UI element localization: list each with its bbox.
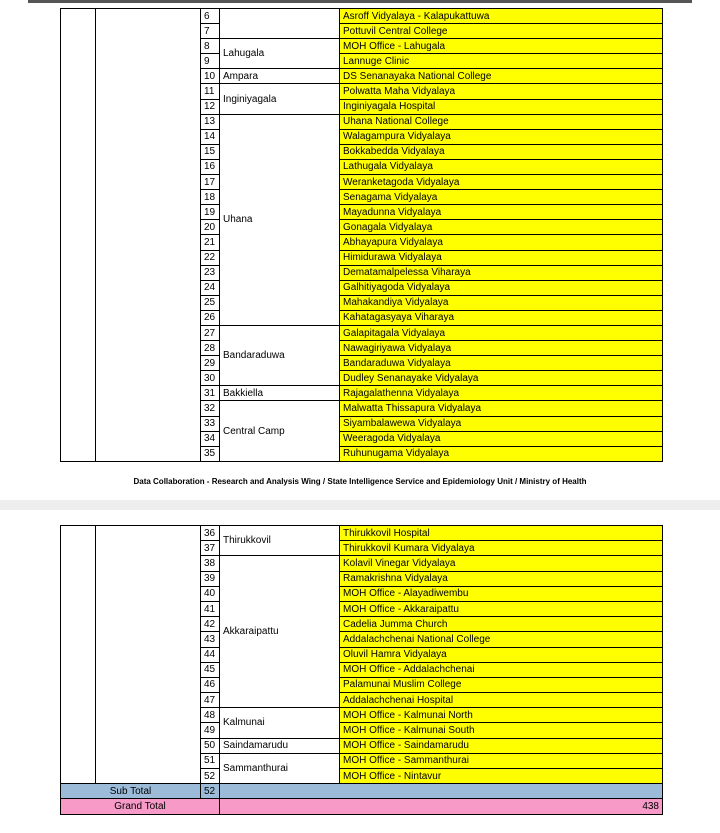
facility-cell: Palamunai Muslim College xyxy=(340,677,663,692)
facility-cell: Polwatta Maha Vidyalaya xyxy=(340,84,663,99)
facility-cell: Inginiyagala Hospital xyxy=(340,99,663,114)
row-number-cell: 33 xyxy=(201,416,220,431)
facility-cell: Addalachchenai Hospital xyxy=(340,693,663,708)
facility-cell: MOH Office - Nintavur xyxy=(340,769,663,784)
facility-cell: Asroff Vidyalaya - Kalapukattuwa xyxy=(340,9,663,24)
facility-cell: MOH Office - Kalmunai South xyxy=(340,723,663,738)
page-footer: Data Collaboration - Research and Analysis Wing / State Intelligence Service and Epidemiology Unit / Ministry of Health xyxy=(133,477,587,486)
facility-cell: MOH Office - Akkaraipattu xyxy=(340,601,663,616)
subtotal-row xyxy=(61,784,663,799)
area-cell: Sammanthurai xyxy=(220,753,340,783)
facility-cell: Cadelia Jumma Church xyxy=(340,617,663,632)
row-number-cell: 18 xyxy=(201,190,220,205)
facility-cell: Dudley Senanayake Vidyalaya xyxy=(340,371,663,386)
row-number-cell: 48 xyxy=(201,708,220,723)
grandtotal-label: Grand Total xyxy=(61,799,220,814)
facility-cell: MOH Office - Alayadiwembu xyxy=(340,586,663,601)
facility-cell: Siyambalawewa Vidyalaya xyxy=(340,416,663,431)
row-number-cell: 51 xyxy=(201,753,220,768)
row-number-cell: 38 xyxy=(201,556,220,571)
row-number-cell: 6 xyxy=(201,9,220,24)
row-number-cell: 35 xyxy=(201,446,220,461)
row-number-cell: 25 xyxy=(201,295,220,310)
grandtotal-value: 438 xyxy=(220,799,663,814)
row-number-cell: 13 xyxy=(201,114,220,129)
blank-column-cell xyxy=(61,526,96,784)
row-number-cell: 34 xyxy=(201,431,220,446)
row-number-cell: 15 xyxy=(201,144,220,159)
facility-cell: Pottuvil Central College xyxy=(340,24,663,39)
area-cell: Saindamarudu xyxy=(220,738,340,753)
facility-cell: Abhayapura Vidyalaya xyxy=(340,235,663,250)
facility-cell: Senagama Vidyalaya xyxy=(340,190,663,205)
facility-cell: Mahakandiya Vidyalaya xyxy=(340,295,663,310)
subtotal-label: Sub Total xyxy=(61,784,201,799)
facility-cell: Gonagala Vidyalaya xyxy=(340,220,663,235)
row-number-cell: 12 xyxy=(201,99,220,114)
facility-cell: Weeragoda Vidyalaya xyxy=(340,431,663,446)
area-cell: Bandaraduwa xyxy=(220,325,340,385)
row-number-cell: 7 xyxy=(201,24,220,39)
row-number-cell: 17 xyxy=(201,175,220,190)
area-cell: Kalmunai xyxy=(220,708,340,738)
facility-cell: MOH Office - Saindamarudu xyxy=(340,738,663,753)
facility-cell: Lathugala Vidyalaya xyxy=(340,159,663,174)
row-number-cell: 31 xyxy=(201,386,220,401)
row-number-cell: 8 xyxy=(201,39,220,54)
facility-cell: Weranketagoda Vidyalaya xyxy=(340,175,663,190)
district-column-cell xyxy=(96,9,201,462)
row-number-cell: 9 xyxy=(201,54,220,69)
facility-cell: Galapitagala Vidyalaya xyxy=(340,325,663,340)
area-cell xyxy=(220,9,340,39)
document-page-2 xyxy=(0,510,720,833)
row-number-cell: 24 xyxy=(201,280,220,295)
row-number-cell: 10 xyxy=(201,69,220,84)
facility-table-page-1 xyxy=(60,8,663,462)
facility-cell: Addalachchenai National College xyxy=(340,632,663,647)
row-number-cell: 37 xyxy=(201,541,220,556)
facility-cell: Kahatagasyaya Viharaya xyxy=(340,310,663,325)
facility-cell: Mayadunna Vidyalaya xyxy=(340,205,663,220)
facility-cell: MOH Office - Addalachchenai xyxy=(340,662,663,677)
row-number-cell: 23 xyxy=(201,265,220,280)
facility-cell: MOH Office - Kalmunai North xyxy=(340,708,663,723)
facility-table-page-2 xyxy=(60,525,663,815)
facility-cell: Dematamalpelessa Viharaya xyxy=(340,265,663,280)
subtotal-value: 52 xyxy=(201,784,220,799)
facility-cell: Thirukkovil Kumara Vidyalaya xyxy=(340,541,663,556)
facility-cell: Malwatta Thissapura Vidyalaya xyxy=(340,401,663,416)
row-number-cell: 39 xyxy=(201,571,220,586)
area-cell: Inginiyagala xyxy=(220,84,340,114)
row-number-cell: 42 xyxy=(201,617,220,632)
facility-cell: Kolavil Vinegar Vidyalaya xyxy=(340,556,663,571)
row-number-cell: 41 xyxy=(201,601,220,616)
row-number-cell: 47 xyxy=(201,693,220,708)
area-cell: Lahugala xyxy=(220,39,340,69)
table-row xyxy=(61,526,663,541)
facility-cell: Bandaraduwa Vidyalaya xyxy=(340,356,663,371)
facility-cell: Himidurawa Vidyalaya xyxy=(340,250,663,265)
area-cell: Central Camp xyxy=(220,401,340,461)
grandtotal-row xyxy=(61,799,663,814)
facility-cell: Ramakrishna Vidyalaya xyxy=(340,571,663,586)
row-number-cell: 27 xyxy=(201,325,220,340)
row-number-cell: 19 xyxy=(201,205,220,220)
row-number-cell: 43 xyxy=(201,632,220,647)
facility-cell: MOH Office - Sammanthurai xyxy=(340,753,663,768)
row-number-cell: 52 xyxy=(201,769,220,784)
row-number-cell: 20 xyxy=(201,220,220,235)
facility-cell: Galhitiyagoda Vidyalaya xyxy=(340,280,663,295)
area-cell: Ampara xyxy=(220,69,340,84)
row-number-cell: 22 xyxy=(201,250,220,265)
row-number-cell: 44 xyxy=(201,647,220,662)
row-number-cell: 49 xyxy=(201,723,220,738)
row-number-cell: 40 xyxy=(201,586,220,601)
facility-cell: Oluvil Hamra Vidyalaya xyxy=(340,647,663,662)
area-cell: Thirukkovil xyxy=(220,526,340,556)
row-number-cell: 36 xyxy=(201,526,220,541)
facility-cell: Ruhunugama Vidyalaya xyxy=(340,446,663,461)
facility-cell: Uhana National College xyxy=(340,114,663,129)
facility-cell: DS Senanayaka National College xyxy=(340,69,663,84)
row-number-cell: 46 xyxy=(201,677,220,692)
area-cell: Uhana xyxy=(220,114,340,325)
page-top-border xyxy=(28,0,692,3)
row-number-cell: 50 xyxy=(201,738,220,753)
area-cell: Akkaraipattu xyxy=(220,556,340,708)
row-number-cell: 28 xyxy=(201,341,220,356)
facility-cell: Bokkabedda Vidyalaya xyxy=(340,144,663,159)
facility-cell: Lannuge Clinic xyxy=(340,54,663,69)
row-number-cell: 21 xyxy=(201,235,220,250)
row-number-cell: 16 xyxy=(201,159,220,174)
row-number-cell: 32 xyxy=(201,401,220,416)
district-column-cell xyxy=(96,526,201,784)
subtotal-blank xyxy=(220,784,663,799)
row-number-cell: 29 xyxy=(201,356,220,371)
facility-cell: Walagampura Vidyalaya xyxy=(340,129,663,144)
facility-cell: Rajagalathenna Vidyalaya xyxy=(340,386,663,401)
row-number-cell: 30 xyxy=(201,371,220,386)
facility-cell: Nawagiriyawa Vidyalaya xyxy=(340,341,663,356)
row-number-cell: 14 xyxy=(201,129,220,144)
row-number-cell: 11 xyxy=(201,84,220,99)
table-row xyxy=(61,9,663,24)
facility-cell: Thirukkovil Hospital xyxy=(340,526,663,541)
area-cell: Bakkiella xyxy=(220,386,340,401)
facility-cell: MOH Office - Lahugala xyxy=(340,39,663,54)
row-number-cell: 45 xyxy=(201,662,220,677)
row-number-cell: 26 xyxy=(201,310,220,325)
blank-column-cell xyxy=(61,9,96,462)
